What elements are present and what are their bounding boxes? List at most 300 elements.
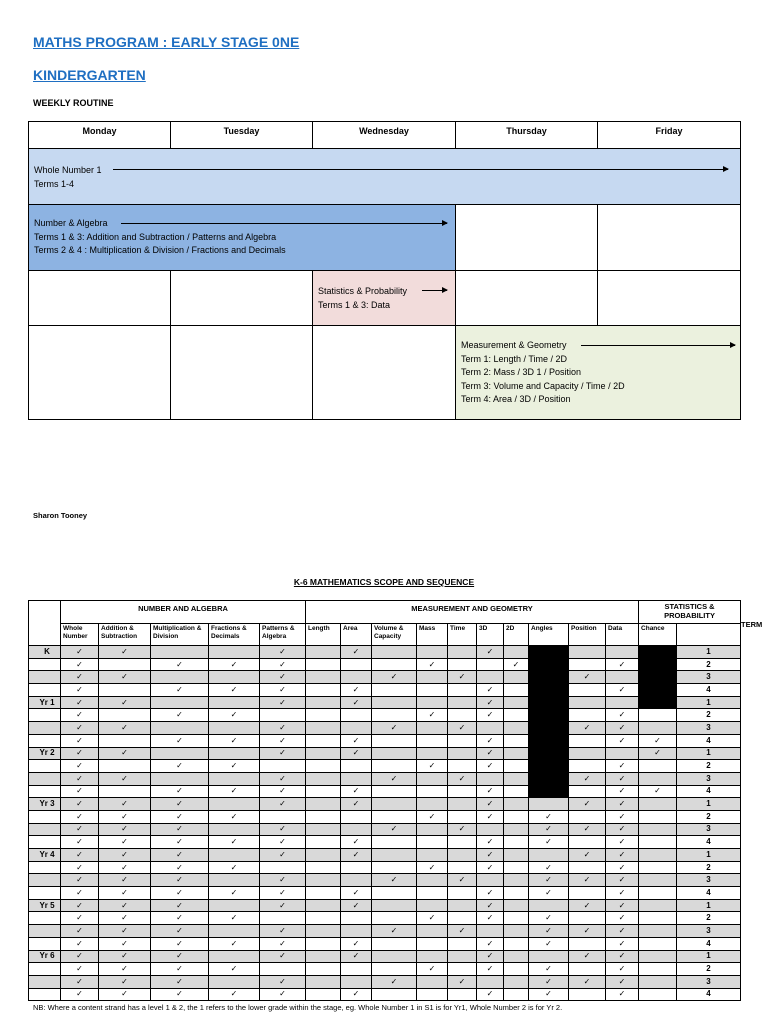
table-row [29, 810, 741, 823]
empty-cell [341, 912, 372, 925]
check-mark: ✓ [341, 785, 372, 798]
table-row [29, 734, 741, 747]
column-header: Position [569, 624, 606, 646]
empty-cell [639, 798, 677, 811]
check-mark: ✓ [151, 950, 209, 963]
empty-cell [417, 849, 448, 862]
check-mark: ✓ [99, 671, 151, 684]
empty-cell [209, 925, 260, 938]
check-mark: ✓ [529, 963, 569, 976]
check-mark: ✓ [477, 861, 504, 874]
empty-cell [417, 722, 448, 735]
check-mark: ✓ [99, 798, 151, 811]
empty-cell [372, 988, 417, 1001]
empty-cell [372, 836, 417, 849]
not-applicable-cell [639, 696, 677, 709]
empty-cell [639, 912, 677, 925]
year-label: Yr 4 [29, 849, 61, 862]
check-mark: ✓ [417, 760, 448, 773]
check-mark: ✓ [569, 798, 606, 811]
empty-cell [448, 810, 477, 823]
empty-cell [448, 696, 477, 709]
empty-cell [639, 772, 677, 785]
check-mark: ✓ [151, 925, 209, 938]
check-mark: ✓ [529, 988, 569, 1001]
check-mark: ✓ [61, 785, 99, 798]
term-number: 4 [677, 734, 741, 747]
empty-cell [417, 772, 448, 785]
check-mark: ✓ [209, 785, 260, 798]
author-name: Sharon Tooney [33, 511, 88, 520]
group-statistics-probability: STATISTICS & PROBABILITY [639, 601, 741, 624]
check-mark: ✓ [477, 963, 504, 976]
empty-cell [372, 785, 417, 798]
empty-cell [306, 709, 341, 722]
empty-cell [417, 734, 448, 747]
not-applicable-cell [529, 722, 569, 735]
empty-cell [448, 658, 477, 671]
column-header: 2D [504, 624, 529, 646]
check-mark: ✓ [260, 874, 306, 887]
empty-cell [306, 734, 341, 747]
check-mark: ✓ [606, 988, 639, 1001]
term-number: 1 [677, 696, 741, 709]
empty-cell [372, 963, 417, 976]
empty-cell [569, 760, 606, 773]
whole-number-arrow [113, 169, 728, 170]
check-mark: ✓ [529, 975, 569, 988]
empty-cell [504, 887, 529, 900]
term-number: 4 [677, 684, 741, 697]
table-row [29, 798, 741, 811]
check-mark: ✓ [260, 988, 306, 1001]
check-mark: ✓ [606, 887, 639, 900]
check-mark: ✓ [61, 950, 99, 963]
empty-cell [306, 950, 341, 963]
check-mark: ✓ [372, 874, 417, 887]
weekly-routine-label: WEEKLY ROUTINE [33, 98, 114, 108]
check-mark: ✓ [529, 874, 569, 887]
empty-cell [639, 760, 677, 773]
day-friday: Friday [597, 121, 741, 149]
empty-cell [504, 937, 529, 950]
empty-cell [151, 671, 209, 684]
check-mark: ✓ [569, 975, 606, 988]
check-mark: ✓ [606, 684, 639, 697]
check-mark: ✓ [477, 696, 504, 709]
empty-cell [569, 646, 606, 659]
empty-cell [417, 823, 448, 836]
empty-cell [306, 937, 341, 950]
empty-cell [306, 912, 341, 925]
check-mark: ✓ [477, 646, 504, 659]
empty-cell [306, 646, 341, 659]
empty-cell [417, 836, 448, 849]
check-mark: ✓ [606, 950, 639, 963]
empty-cell [209, 849, 260, 862]
check-mark: ✓ [477, 849, 504, 862]
number-algebra-title: Number & Algebra [34, 218, 108, 228]
empty-cell [341, 963, 372, 976]
not-applicable-cell [529, 658, 569, 671]
empty-cell [504, 849, 529, 862]
check-mark: ✓ [260, 734, 306, 747]
check-mark: ✓ [529, 887, 569, 900]
empty-cell [569, 696, 606, 709]
empty-cell [372, 658, 417, 671]
empty-cell [639, 988, 677, 1001]
column-header: 3D [477, 624, 504, 646]
check-mark: ✓ [99, 823, 151, 836]
empty-cell [417, 785, 448, 798]
empty-cell [306, 899, 341, 912]
check-mark: ✓ [477, 785, 504, 798]
check-mark: ✓ [569, 925, 606, 938]
empty-cell [417, 747, 448, 760]
empty-cell [151, 696, 209, 709]
empty-cell [209, 671, 260, 684]
check-mark: ✓ [448, 671, 477, 684]
empty-cell [372, 709, 417, 722]
measurement-term-1: Term 1: Length / Time / 2D [461, 353, 568, 364]
empty-cell [209, 798, 260, 811]
empty-cell [99, 684, 151, 697]
empty-cell [151, 747, 209, 760]
empty-cell [306, 963, 341, 976]
check-mark: ✓ [151, 658, 209, 671]
empty-cell [569, 861, 606, 874]
check-mark: ✓ [372, 722, 417, 735]
not-applicable-cell [529, 684, 569, 697]
empty-cell [569, 747, 606, 760]
check-mark: ✓ [209, 709, 260, 722]
check-mark: ✓ [606, 722, 639, 735]
check-mark: ✓ [61, 810, 99, 823]
empty-cell [341, 823, 372, 836]
check-mark: ✓ [529, 861, 569, 874]
check-mark: ✓ [151, 836, 209, 849]
check-mark: ✓ [372, 823, 417, 836]
empty-cell [569, 887, 606, 900]
check-mark: ✓ [61, 684, 99, 697]
not-applicable-cell [639, 658, 677, 671]
check-mark: ✓ [639, 734, 677, 747]
check-mark: ✓ [569, 772, 606, 785]
check-mark: ✓ [260, 925, 306, 938]
empty-cell [504, 836, 529, 849]
check-mark: ✓ [260, 658, 306, 671]
empty-cell [341, 874, 372, 887]
year-label [29, 887, 61, 900]
check-mark: ✓ [477, 988, 504, 1001]
empty-cell [448, 747, 477, 760]
not-applicable-cell [529, 671, 569, 684]
check-mark: ✓ [151, 684, 209, 697]
not-applicable-cell [529, 646, 569, 659]
check-mark: ✓ [639, 785, 677, 798]
scope-sequence-table: NUMBER AND ALGEBRA MEASUREMENT AND GEOMETRY STATISTICS & PROBABILITY TERM Whole Number Addition & Subtraction Multiplication & Division Fractions & Decimals Patterns & Algebra Length Area Volume & Capacity Mass Time 3D 2D Angles Position Data Chance K ✓ ✓ ✓ ✓ ✓ 1 ✓ ✓ ✓ ✓ ✓ ✓ ✓ 2 ✓ ✓ ✓ ✓ ✓ ✓ 3 ✓ ✓ ✓ ✓ ✓ ✓ ✓ 4 Yr 1 ✓ ✓ ✓ ✓ ✓ 1 ✓ ✓ ✓ ✓ ✓ ✓ 2 ✓ ✓ ✓ ✓ ✓ ✓ ✓ 3 ✓ ✓ ✓ ✓ ✓ ✓ ✓ ✓ 4 Yr 2 ✓ ✓ ✓ ✓ ✓ ✓ 1 ✓ ✓ ✓ ✓ ✓ ✓ 2 ✓ ✓ ✓ ✓ ✓ ✓ ✓ 3 ✓ ✓ ✓ ✓ ✓ ✓ ✓ ✓ 4 Yr 3 ✓ ✓ ✓ ✓ ✓ ✓ ✓ ✓ 1 ✓ ✓ ✓ ✓ ✓ ✓ ✓ ✓ 2 ✓ ✓ ✓ ✓ ✓ ✓ ✓ ✓ ✓ 3 ✓ ✓ ✓ ✓ ✓ ✓ ✓ ✓ ✓ 4 Yr 4 ✓ ✓ ✓ ✓ ✓ ✓ ✓ ✓ 1 ✓ ✓ ✓ ✓ ✓ ✓ ✓ ✓ 2 ✓ ✓ ✓ ✓ ✓ ✓ ✓ ✓ ✓ 3 ✓ ✓ ✓ ✓ ✓ ✓ ✓ ✓ ✓ 4 Yr 5 ✓ ✓ ✓ ✓ ✓ ✓ ✓ ✓ 1 ✓ ✓ ✓ ✓ ✓ ✓ ✓ ✓ 2 ✓ ✓ ✓ ✓ ✓ ✓ ✓ ✓ ✓ 3 ✓ ✓ ✓ ✓ ✓ ✓ ✓ ✓ ✓ 4 Yr 6 ✓ ✓ ✓ ✓ ✓ ✓ ✓ ✓ 1 ✓ ✓ ✓ ✓ ✓ ✓ ✓ ✓ 2 ✓ ✓ ✓ ✓ ✓ ✓ ✓ ✓ ✓ 3 ✓ ✓ ✓ ✓ ✓ ✓ ✓ ✓ ✓ 4 [28, 600, 741, 1001]
empty-cell [417, 937, 448, 950]
check-mark: ✓ [260, 671, 306, 684]
check-mark: ✓ [99, 646, 151, 659]
empty-cell [569, 937, 606, 950]
term-number: 3 [677, 874, 741, 887]
column-header: Mass [417, 624, 448, 646]
empty-cell [504, 810, 529, 823]
check-mark: ✓ [99, 747, 151, 760]
footnote: NB: Where a content strand has a level 1 & 2, the 1 refers to the lower grade within the stage, eg. Whole Number 1 in S1 is for Yr1, Whole Number 2 is for Yr 2. [33, 1003, 563, 1012]
check-mark: ✓ [477, 747, 504, 760]
check-mark: ✓ [151, 810, 209, 823]
empty-cell [639, 963, 677, 976]
year-label [29, 810, 61, 823]
term-number: 3 [677, 722, 741, 735]
year-label [29, 709, 61, 722]
term-number: 4 [677, 988, 741, 1001]
empty-cell [448, 734, 477, 747]
empty-cell [639, 836, 677, 849]
empty-cell [260, 709, 306, 722]
term-number: 3 [677, 975, 741, 988]
check-mark: ✓ [61, 861, 99, 874]
check-mark: ✓ [61, 658, 99, 671]
check-mark: ✓ [504, 658, 529, 671]
column-header: Time [448, 624, 477, 646]
empty-cell [260, 912, 306, 925]
check-mark: ✓ [341, 887, 372, 900]
empty-cell [448, 836, 477, 849]
check-mark: ✓ [61, 760, 99, 773]
empty-cell [448, 709, 477, 722]
group-measurement-geometry: MEASUREMENT AND GEOMETRY [306, 601, 639, 624]
measurement-term-2: Term 2: Mass / 3D 1 / Position [461, 367, 582, 377]
check-mark: ✓ [61, 798, 99, 811]
year-label: Yr 3 [29, 798, 61, 811]
empty-cell [504, 646, 529, 659]
empty-cell [306, 696, 341, 709]
empty-cell [448, 760, 477, 773]
year-label: Yr 6 [29, 950, 61, 963]
check-mark: ✓ [606, 798, 639, 811]
empty-cell [477, 975, 504, 988]
table-row [29, 722, 741, 735]
empty-cell [306, 671, 341, 684]
check-mark: ✓ [341, 798, 372, 811]
table-row [29, 646, 741, 659]
empty-cell [639, 899, 677, 912]
check-mark: ✓ [477, 887, 504, 900]
check-mark: ✓ [569, 823, 606, 836]
empty-cell [306, 747, 341, 760]
empty-cell [448, 912, 477, 925]
column-header: Fractions & Decimals [209, 624, 260, 646]
check-mark: ✓ [151, 975, 209, 988]
empty-cell [151, 722, 209, 735]
check-mark: ✓ [99, 772, 151, 785]
check-mark: ✓ [61, 899, 99, 912]
not-applicable-cell [529, 772, 569, 785]
empty-cell [504, 963, 529, 976]
empty-cell [448, 899, 477, 912]
empty-cell [504, 760, 529, 773]
empty-cell [477, 823, 504, 836]
empty-cell [209, 874, 260, 887]
empty-cell [417, 887, 448, 900]
check-mark: ✓ [341, 950, 372, 963]
tuesday-cell-3 [170, 270, 313, 326]
check-mark: ✓ [341, 684, 372, 697]
check-mark: ✓ [606, 912, 639, 925]
check-mark: ✓ [606, 899, 639, 912]
thursday-cell-3 [455, 270, 598, 326]
empty-cell [260, 760, 306, 773]
empty-cell [448, 861, 477, 874]
not-applicable-cell [529, 785, 569, 798]
column-header: Multiplication & Division [151, 624, 209, 646]
empty-cell [569, 810, 606, 823]
term-number: 2 [677, 709, 741, 722]
check-mark: ✓ [209, 937, 260, 950]
check-mark: ✓ [260, 887, 306, 900]
check-mark: ✓ [417, 912, 448, 925]
empty-cell [306, 975, 341, 988]
check-mark: ✓ [99, 722, 151, 735]
check-mark: ✓ [61, 772, 99, 785]
scope-title: K-6 MATHEMATICS SCOPE AND SEQUENCE [293, 577, 475, 587]
friday-cell-3 [597, 270, 741, 326]
empty-cell [260, 963, 306, 976]
empty-cell [448, 785, 477, 798]
stats-probability-block [312, 270, 456, 326]
empty-cell [341, 760, 372, 773]
term-number: 4 [677, 937, 741, 950]
empty-cell [639, 887, 677, 900]
empty-cell [372, 810, 417, 823]
table-row [29, 937, 741, 950]
table-row [29, 950, 741, 963]
table-row [29, 709, 741, 722]
empty-cell [306, 810, 341, 823]
empty-cell [209, 696, 260, 709]
check-mark: ✓ [151, 874, 209, 887]
year-label: Yr 5 [29, 899, 61, 912]
check-mark: ✓ [529, 912, 569, 925]
column-header: Chance [639, 624, 677, 646]
table-row [29, 823, 741, 836]
empty-cell [477, 925, 504, 938]
table-row [29, 975, 741, 988]
empty-cell [504, 899, 529, 912]
empty-cell [209, 823, 260, 836]
empty-cell [639, 861, 677, 874]
check-mark: ✓ [606, 975, 639, 988]
table-row [29, 836, 741, 849]
column-header: Data [606, 624, 639, 646]
check-mark: ✓ [606, 874, 639, 887]
empty-cell [448, 988, 477, 1001]
monday-cell-4 [28, 325, 171, 420]
empty-cell [209, 646, 260, 659]
term-number: 2 [677, 658, 741, 671]
check-mark: ✓ [99, 887, 151, 900]
empty-cell [569, 734, 606, 747]
check-mark: ✓ [372, 671, 417, 684]
check-mark: ✓ [209, 658, 260, 671]
check-mark: ✓ [341, 836, 372, 849]
check-mark: ✓ [99, 925, 151, 938]
empty-cell [504, 785, 529, 798]
stats-probability-arrow [422, 290, 447, 291]
check-mark: ✓ [260, 937, 306, 950]
check-mark: ✓ [606, 734, 639, 747]
check-mark: ✓ [341, 696, 372, 709]
check-mark: ✓ [606, 836, 639, 849]
check-mark: ✓ [260, 849, 306, 862]
empty-cell [504, 734, 529, 747]
empty-cell [504, 671, 529, 684]
term-number: 2 [677, 861, 741, 874]
term-number: 1 [677, 849, 741, 862]
empty-cell [417, 798, 448, 811]
table-row [29, 988, 741, 1001]
table-row [29, 887, 741, 900]
term-number: 4 [677, 887, 741, 900]
empty-cell [504, 925, 529, 938]
empty-cell [341, 810, 372, 823]
check-mark: ✓ [61, 849, 99, 862]
check-mark: ✓ [209, 760, 260, 773]
empty-cell [306, 798, 341, 811]
empty-cell [209, 747, 260, 760]
check-mark: ✓ [417, 810, 448, 823]
check-mark: ✓ [99, 849, 151, 862]
check-mark: ✓ [477, 836, 504, 849]
empty-cell [372, 899, 417, 912]
check-mark: ✓ [529, 810, 569, 823]
empty-cell [341, 658, 372, 671]
empty-cell [306, 925, 341, 938]
check-mark: ✓ [606, 937, 639, 950]
empty-cell [341, 975, 372, 988]
stats-probability-terms: Terms 1 & 3: Data [318, 299, 391, 310]
table-row [29, 963, 741, 976]
monday-cell-3 [28, 270, 171, 326]
measurement-geometry-block [455, 325, 741, 420]
term-number: 3 [677, 772, 741, 785]
check-mark: ✓ [151, 988, 209, 1001]
check-mark: ✓ [260, 722, 306, 735]
check-mark: ✓ [260, 975, 306, 988]
empty-cell [306, 722, 341, 735]
term-number: 3 [677, 925, 741, 938]
empty-cell [529, 899, 569, 912]
column-header: Addition & Subtraction [99, 624, 151, 646]
year-label: Yr 2 [29, 747, 61, 760]
measurement-term-3: Term 3: Volume and Capacity / Time / 2D [461, 380, 625, 391]
empty-cell [372, 734, 417, 747]
column-header: Patterns & Algebra [260, 624, 306, 646]
empty-cell [372, 798, 417, 811]
table-row [29, 849, 741, 862]
term-number: 3 [677, 671, 741, 684]
check-mark: ✓ [99, 988, 151, 1001]
not-applicable-cell [529, 709, 569, 722]
check-mark: ✓ [477, 899, 504, 912]
check-mark: ✓ [209, 861, 260, 874]
year-label [29, 912, 61, 925]
empty-cell [306, 861, 341, 874]
friday-cell-2 [597, 204, 741, 271]
